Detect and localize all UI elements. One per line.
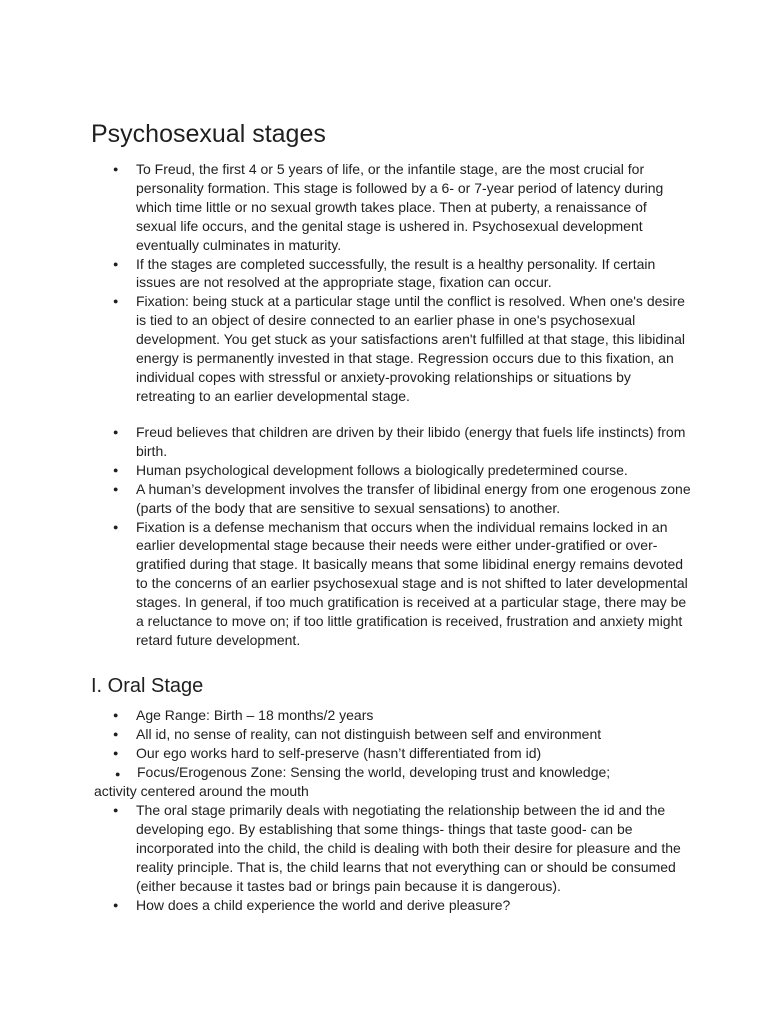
list-item: ● Fixation: being stuck at a particular stage until the conflict is resolved. When one's desire is tied to an object of desire connected to an earlier phase in one's psychosexual development. You get stuck as your satisfactions aren't fulfilled at that stage, this libidinal energy is permanently invested in that stage. Regression occurs due to this fixation, an individual copes with stressful or anxiety-provoking relationships or situations by retreating to an earlier developmental stage. xyxy=(91,292,691,405)
list-item: ● Freud believes that children are driven by their libido (energy that fuels life instincts) from birth. xyxy=(91,423,691,461)
list-item: ● All id, no sense of reality, can not distinguish between self and environment xyxy=(91,725,691,744)
oral-stage-bullet-list xyxy=(91,706,691,763)
bullet-icon: ● xyxy=(115,769,121,779)
list-item: ● How does a child experience the world and derive pleasure? xyxy=(91,896,691,915)
focus-erogenous-zone-item xyxy=(115,763,610,784)
list-item: ● A human’s development involves the transfer of libidinal energy from one erogenous zone (parts of the body that are sensitive to sexual sensations) to another. xyxy=(91,480,691,518)
list-item: ● If the stages are completed successfully, the result is a healthy personality. If certain issues are not resolved at the appropriate stage, fixation can occur. xyxy=(91,255,691,293)
general-bullet-list xyxy=(91,423,691,650)
intro-bullet-list xyxy=(91,160,691,406)
oral-stage-heading: I. Oral Stage xyxy=(91,675,204,697)
list-item: ● Age Range: Birth – 18 months/2 years xyxy=(91,706,691,725)
list-item: ● The oral stage primarily deals with negotiating the relationship between the id and the developing ego. By establishing that some things- things that taste good- can be incorporated into the child, the child is dealing with both their desire for pleasure and the reality principle. That is, the child learns that not everything can or should be consumed (either because it tastes bad or brings pain because it is dangerous). xyxy=(91,801,691,896)
list-item: ● Human psychological development follows a biologically predetermined course. xyxy=(91,461,691,480)
focus-continuation-text: activity centered around the mouth xyxy=(94,783,309,799)
focus-line-text: Focus/Erogenous Zone: Sensing the world, developing trust and knowledge; xyxy=(137,764,611,780)
list-item: ● Fixation is a defense mechanism that occurs when the individual remains locked in an earlier developmental stage because their needs were either under-gratified or over-gratified during that stage. It basically means that some libidinal energy remains devoted to the concerns of an earlier psychosexual stage and is not shifted to later developmental stages. In general, if too much gratification is received at a particular stage, there may be a reluctance to move on; if too little gratification is received, frustration and anxiety might retard future development. xyxy=(91,518,691,650)
list-item: ● To Freud, the first 4 or 5 years of life, or the infantile stage, are the most crucial for personality formation. This stage is followed by a 6- or 7-year period of latency during which time little or no sexual growth takes place. Then at puberty, a renaissance of sexual life occurs, and the genital stage is ushered in. Psychosexual development eventually culminates in maturity. xyxy=(91,160,691,255)
list-item: ● Our ego works hard to self-preserve (hasn’t differentiated from id) xyxy=(91,744,691,763)
page-title: Psychosexual stages xyxy=(91,120,326,148)
oral-stage-bullet-list-continued xyxy=(91,801,691,914)
